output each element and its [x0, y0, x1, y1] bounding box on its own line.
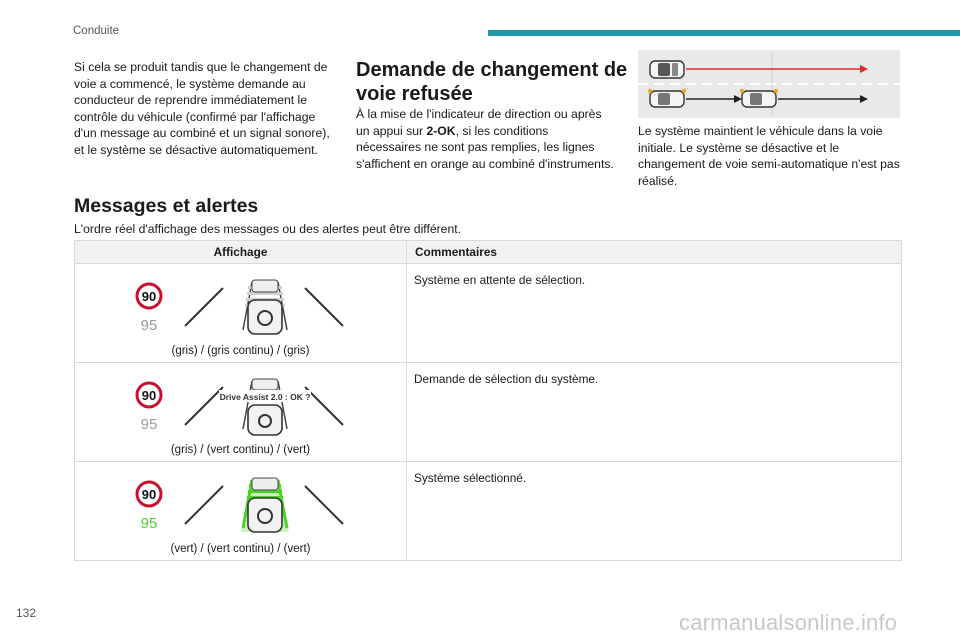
- refused-text-pre: À la mise de l'indicateur de direction ou après un appui sur: [356, 107, 602, 138]
- set-speed: 95: [140, 416, 158, 433]
- header-accent-bar: [488, 30, 960, 36]
- col-header-display: Affichage: [75, 241, 407, 264]
- watermark: carmanualsonline.info: [679, 610, 898, 635]
- speed-limit-sign: 90: [141, 289, 157, 304]
- table-row: [75, 363, 902, 462]
- car-bottom-left-icon: [648, 89, 686, 107]
- page-number: 132: [16, 606, 37, 620]
- comment-cell: Système en attente de sélection.: [407, 264, 902, 363]
- display-cell: [75, 462, 407, 561]
- refused-text-post: , si les conditions nécessaires ne sont pas remplies, les lignes s'affichent en orange au combiné d'instruments.: [356, 123, 614, 171]
- comment-cell: Demande de sélection du système.: [407, 363, 902, 462]
- table-header-row: [75, 241, 902, 264]
- lane-change-refused-illustration: [638, 50, 900, 118]
- cluster-display-grey-icon: [135, 278, 355, 338]
- set-speed: 95: [140, 317, 158, 334]
- table-row: [75, 462, 902, 561]
- col-header-comments: Commentaires: [407, 241, 902, 264]
- display-cell: [75, 264, 407, 363]
- ok-button-ref: 2-OK: [426, 123, 456, 138]
- alerts-table: [74, 240, 902, 561]
- refused-paragraph: [356, 106, 616, 172]
- car-top-icon: [650, 61, 684, 78]
- display-caption: (gris) / (gris continu) / (gris): [171, 345, 310, 357]
- cluster-display-request-icon: [135, 377, 355, 437]
- display-caption: (vert) / (vert continu) / (vert): [170, 543, 311, 555]
- messages-heading: Messages et alertes: [74, 195, 259, 217]
- comment-cell: Système sélectionné.: [407, 462, 902, 561]
- messages-intro: L'ordre réel d'affichage des messages ou des alertes peut être différent.: [74, 222, 461, 236]
- display-cell: [75, 363, 407, 462]
- maintain-paragraph: Le système maintient le véhicule dans la voie initiale. Le système se désactive et le changement de voie semi-automatique n'est pas réalisé.: [638, 124, 900, 188]
- speed-limit-sign: 90: [141, 388, 157, 403]
- cluster-display-green-icon: [135, 476, 355, 536]
- speed-limit-sign: 90: [141, 487, 157, 502]
- intro-paragraph: Si cela se produit tandis que le changement de voie a commencé, le système demande au conducteur de reprendre immédiatement le contrôle du véhicule (confirmé par l'affichage d'un message au combiné et un signal sonore), et le système se désactive automatiquement.: [74, 60, 330, 157]
- display-caption: (gris) / (vert continu) / (vert): [170, 444, 311, 456]
- section-label: Conduite: [73, 25, 120, 37]
- drive-assist-banner: Drive Assist 2.0 : OK ?: [219, 392, 311, 402]
- table-row: [75, 264, 902, 363]
- refused-heading: Demande de changement de voie refusée: [356, 59, 628, 105]
- set-speed: 95: [140, 515, 158, 532]
- car-bottom-right-icon: [740, 89, 778, 107]
